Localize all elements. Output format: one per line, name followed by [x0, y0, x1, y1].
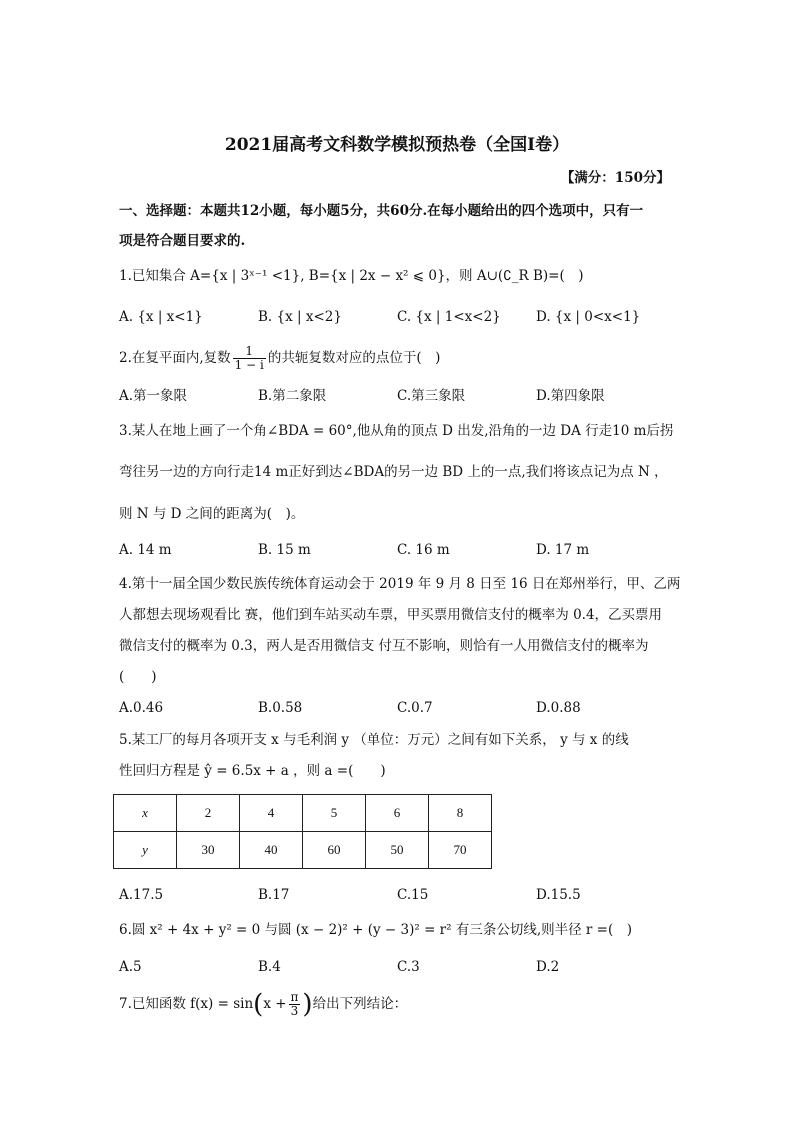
question-2-option-c: C.第三象限	[397, 388, 466, 404]
question-7-arg: x +	[263, 996, 287, 1012]
full-score-label: 【满分：150分】	[560, 170, 670, 186]
question-5-line1: 5.某工厂的每月各项开支 x 与毛利润 y （单位：万元）之间有如下关系， y 与 x 的线	[119, 732, 629, 748]
question-7-stem-end: 给出下列结论：	[312, 996, 408, 1012]
question-4-line1: 4.第十一届全国少数民族传统体育运动会于 2019 年 9 月 8 日至 16 日在郑州举行，甲、乙两	[119, 576, 681, 592]
fraction-numerator: π	[290, 990, 299, 1004]
question-3-option-b: B. 15 m	[258, 542, 311, 558]
question-4-option-c: C.0.7	[397, 700, 433, 716]
question-4-line2: 人都想去现场观看比 赛，他们到车站买动车票，甲买票用微信支付的概率为 0.4，乙买票用	[119, 607, 663, 623]
section-heading-line2: 项是符合题目要求的.	[119, 233, 246, 249]
table-cell: 2	[177, 795, 240, 832]
table-cell: x	[114, 795, 177, 832]
left-paren: (	[253, 989, 264, 1020]
question-4-option-d: D.0.88	[536, 700, 581, 716]
question-6-option-a: A.5	[119, 959, 142, 975]
question-4-line4: ( )	[119, 669, 157, 685]
question-6-stem: 6.圆 x² + 4x + y² = 0 与圆 (x − 2)² + (y − 3)² = r² 有三条公切线,则半径 r =( )	[119, 922, 633, 938]
table-cell: 6	[366, 795, 429, 832]
question-3-option-a: A. 14 m	[119, 542, 172, 558]
table-cell: 60	[303, 832, 366, 869]
table-row-x	[114, 795, 492, 832]
table-cell: y	[114, 832, 177, 869]
question-1-option-a: A. {x | x<1}	[119, 309, 203, 325]
question-7-fraction	[289, 991, 301, 1018]
table-cell: 8	[429, 795, 492, 832]
question-3-option-c: C. 16 m	[397, 542, 450, 558]
question-1-option-c: C. {x | 1<x<2}	[397, 309, 501, 325]
fraction-numerator: 1	[233, 345, 266, 359]
question-3-line2: 弯往另一边的方向行走14 m正好到达∠BDA的另一边 BD 上的一点,我们将该点记为点 N ，	[119, 464, 668, 480]
fraction-denominator: 3	[290, 1004, 299, 1018]
table-cell: 5	[303, 795, 366, 832]
question-5-option-a: A.17.5	[119, 887, 164, 903]
question-5-line2: 性回归方程是 ŷ = 6.5x + a ，则 a =( )	[119, 763, 386, 779]
page-title: 2021届高考文科数学模拟预热卷（全国Ⅰ卷）	[224, 135, 570, 155]
question-6-option-b: B.4	[258, 959, 281, 975]
question-1-stem: 1.已知集合 A={x | 3ˣ⁻¹ <1}, B={x | 2x − x² ⩽ 0}，则 A∪(∁_R B)=( )	[119, 268, 584, 284]
question-2-fraction	[233, 345, 266, 372]
question-5-option-c: C.15	[397, 887, 429, 903]
question-3-option-d: D. 17 m	[536, 542, 590, 558]
table-cell: 40	[240, 832, 303, 869]
question-3-line1: 3.某人在地上画了一个角∠BDA = 60°,他从角的顶点 D 出发,沿角的一边 DA 行走10 m后拐	[119, 423, 674, 439]
question-2-option-b: B.第二象限	[258, 388, 327, 404]
question-4-option-b: B.0.58	[258, 700, 303, 716]
data-table	[113, 794, 492, 869]
section-heading-line1: 一、选择题：本题共12小题，每小题5分，共60分.在每小题给出的四个选项中，只有一	[119, 203, 644, 219]
question-4-option-a: A.0.46	[119, 700, 164, 716]
table-cell: 70	[429, 832, 492, 869]
question-6-option-d: D.2	[536, 959, 560, 975]
question-5-option-d: D.15.5	[536, 887, 581, 903]
question-2-stem-start: 2.在复平面内,复数	[119, 350, 231, 366]
right-paren: )	[302, 989, 313, 1020]
question-2-stem	[119, 343, 440, 373]
question-1-option-d: D. {x | 0<x<1}	[536, 309, 641, 325]
question-2-stem-end: 的共轭复数对应的点位于( )	[267, 350, 441, 366]
table-cell: 4	[240, 795, 303, 832]
question-4-line3: 微信支付的概率为 0.3，两人是否用微信支 付互不影响，则恰有一人用微信支付的概率为	[119, 638, 649, 654]
table-cell: 30	[177, 832, 240, 869]
question-7-stem	[119, 987, 407, 1022]
question-3-line3: 则 N 与 D 之间的距离为( )。	[119, 506, 305, 522]
question-7-stem-start: 7.已知函数 f(x) = sin	[119, 996, 254, 1012]
question-2-option-a: A.第一象限	[119, 388, 188, 404]
question-2-option-d: D.第四象限	[536, 388, 605, 404]
question-1-option-b: B. {x | x<2}	[258, 309, 342, 325]
question-6-option-c: C.3	[397, 959, 420, 975]
fraction-denominator: 1 − i	[234, 358, 264, 372]
table-cell: 50	[366, 832, 429, 869]
question-5-option-b: B.17	[258, 887, 290, 903]
table-row-y	[114, 832, 492, 869]
